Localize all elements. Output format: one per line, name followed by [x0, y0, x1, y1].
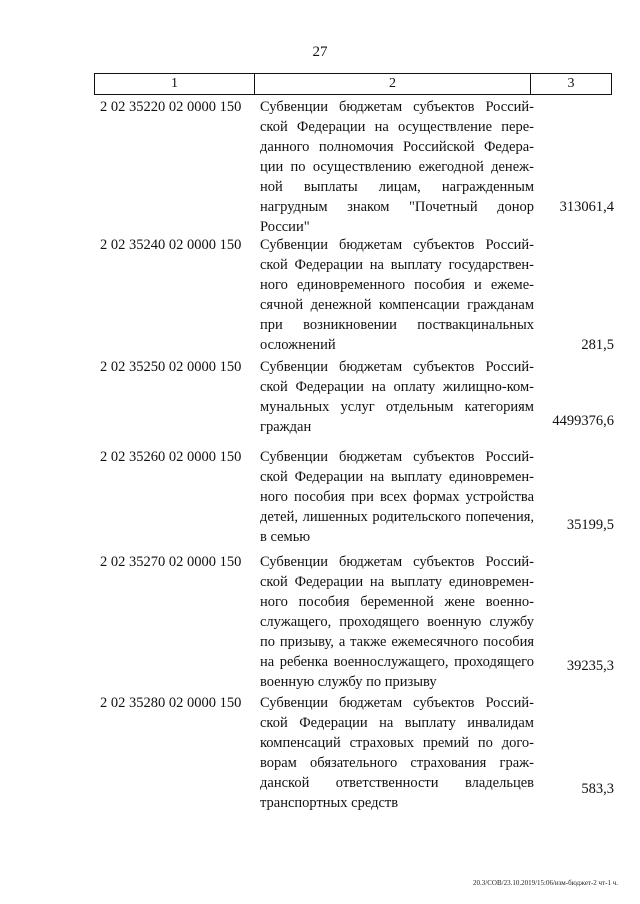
row-description: Субвенции бюджетам субъектов Российской Федерации на выплату единовременного пособия при всех формах устройства детей, лишенных родительского попечения, в семью [260, 449, 534, 545]
row-amount: 583,3 [581, 781, 614, 797]
header-col-code: 1 [95, 74, 255, 94]
row-amount: 4499376,6 [552, 413, 614, 429]
page-number: 27 [312, 44, 328, 60]
table-header [94, 73, 612, 95]
footer-note: 20.3/СОВ/23.10.2019/15:06/изм-бюджет-2 чт-1 ч. [473, 879, 618, 887]
row-code: 2 02 35250 02 0000 150 [100, 359, 242, 375]
table-row [100, 97, 618, 247]
row-code: 2 02 35280 02 0000 150 [100, 695, 242, 711]
row-code: 2 02 35260 02 0000 150 [100, 449, 242, 465]
row-code: 2 02 35240 02 0000 150 [100, 237, 242, 253]
header-col-amount: 3 [567, 76, 575, 91]
row-code: 2 02 35270 02 0000 150 [100, 554, 242, 570]
row-description: Субвенции бюджетам субъектов Российской Федерации на выплату инвалидам компенсаций страховых премий по договорам обязательного страхования гражданской ответственности владельцев транспортных средств [260, 695, 534, 811]
row-amount: 39235,3 [566, 658, 614, 674]
row-amount: 281,5 [581, 337, 614, 353]
row-amount: 313061,4 [559, 199, 614, 215]
table-row [100, 552, 618, 702]
table-row [100, 693, 618, 843]
row-description: Субвенции бюджетам субъектов Российской Федерации на оплату жилищно-коммунальных услуг отдельным категориям граждан [260, 359, 534, 435]
row-description: Субвенции бюджетам субъектов Российской Федерации на выплату государственного единовременного пособия и ежемесячной денежной компенсации гражданам при возникновении поствакцинальных осложнений [260, 237, 534, 353]
row-description: Субвенции бюджетам субъектов Российской Федерации на выплату единовременного пособия беременной жене военнослужащего, проходящего военную службу по призыву, а также ежемесячного пособия на ребенка военнослужащего, проходящего военную службу по призыву [260, 554, 534, 690]
row-amount: 35199,5 [566, 517, 614, 533]
header-col-description: 2 [255, 74, 531, 94]
row-description: Субвенции бюджетам субъектов Российской Федерации на осуществление переданного полномочия Российской Федерации по осуществлению ежегодной денежной выплаты лицам, награжденным нагрудным знаком "Почетный донор Росcии" [260, 99, 534, 235]
row-code: 2 02 35220 02 0000 150 [100, 99, 242, 115]
